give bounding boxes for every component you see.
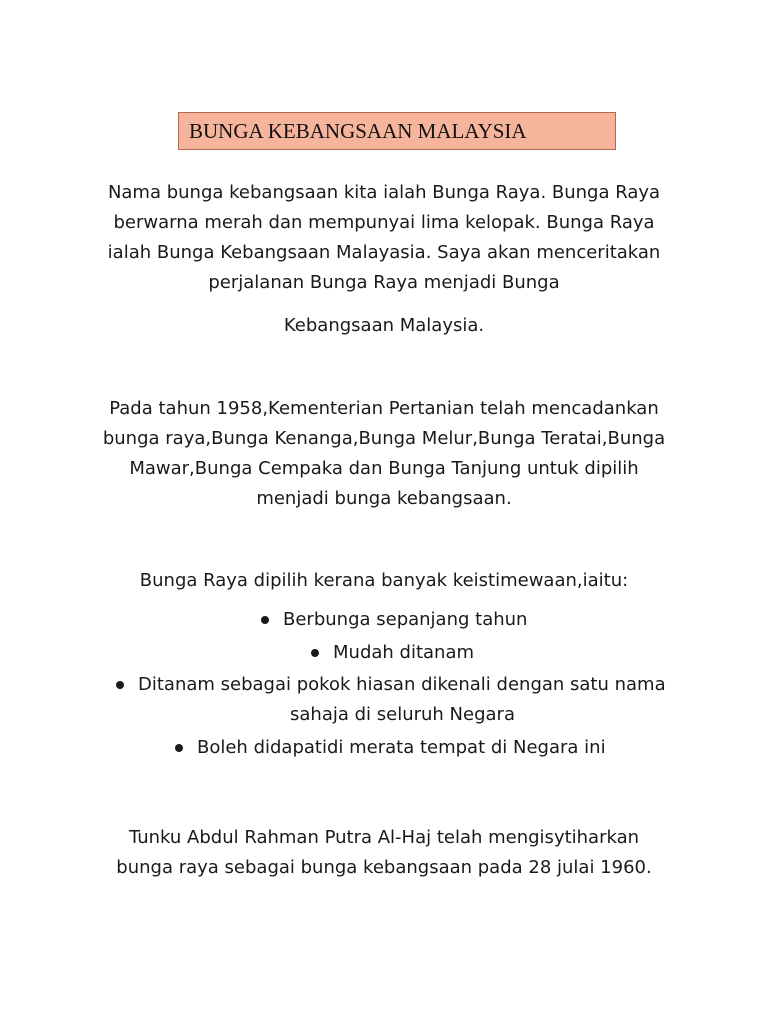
paragraph-line: Pada tahun 1958,Kementerian Pertanian telah mencadankan	[109, 398, 659, 419]
history-paragraph	[60, 394, 708, 514]
bullet-icon	[175, 744, 183, 752]
bullet-icon	[116, 681, 124, 689]
paragraph-line: ialah Bunga Kebangsaan Malayasia. Saya akan menceritakan	[107, 242, 661, 263]
list-item	[283, 605, 527, 635]
document-title: BUNGA KEBANGSAAN MALAYSIA	[178, 112, 616, 150]
paragraph-line: Tunku Abdul Rahman Putra Al-Haj telah mengisytiharkan	[128, 827, 640, 848]
list-item-text: Berbunga sepanjang tahun	[283, 609, 528, 630]
paragraph-line: perjalanan Bunga Raya menjadi Bunga	[208, 272, 560, 293]
paragraph-line: Mawar,Bunga Cempaka dan Bunga Tanjung untuk dipilih	[129, 458, 639, 479]
paragraph-line: bunga raya sebagai bunga kebangsaan pada 28 julai 1960.	[116, 857, 652, 878]
list-item-text: Mudah ditanam	[333, 642, 475, 663]
list-item-text: Boleh didapatidi merata tempat di Negara ini	[197, 737, 606, 758]
paragraph-line: bunga raya,Bunga Kenanga,Bunga Melur,Bunga Teratai,Bunga	[102, 428, 666, 449]
bullet-icon	[261, 616, 269, 624]
list-item-text: Ditanam sebagai pokok hiasan dikenali dengan satu nama	[138, 674, 666, 695]
intro-paragraph	[60, 178, 708, 298]
paragraph-line: Bunga Raya dipilih kerana banyak keistimewaan,iaitu:	[139, 570, 629, 591]
bullet-icon	[311, 649, 319, 657]
list-item	[333, 638, 474, 668]
paragraph-line: menjadi bunga kebangsaan.	[256, 488, 512, 509]
reasons-intro	[60, 566, 708, 596]
list-item-continuation: sahaja di seluruh Negara	[290, 704, 515, 725]
paragraph-line: Kebangsaan Malaysia.	[283, 315, 485, 336]
intro-paragraph-end	[60, 311, 708, 341]
declaration-paragraph	[60, 823, 708, 883]
list-item	[138, 670, 666, 725]
paragraph-line: berwarna merah dan mempunyai lima kelopak. Bunga Raya	[113, 212, 655, 233]
list-item	[197, 733, 606, 763]
paragraph-line: Nama bunga kebangsaan kita ialah Bunga Raya. Bunga Raya	[107, 182, 661, 203]
